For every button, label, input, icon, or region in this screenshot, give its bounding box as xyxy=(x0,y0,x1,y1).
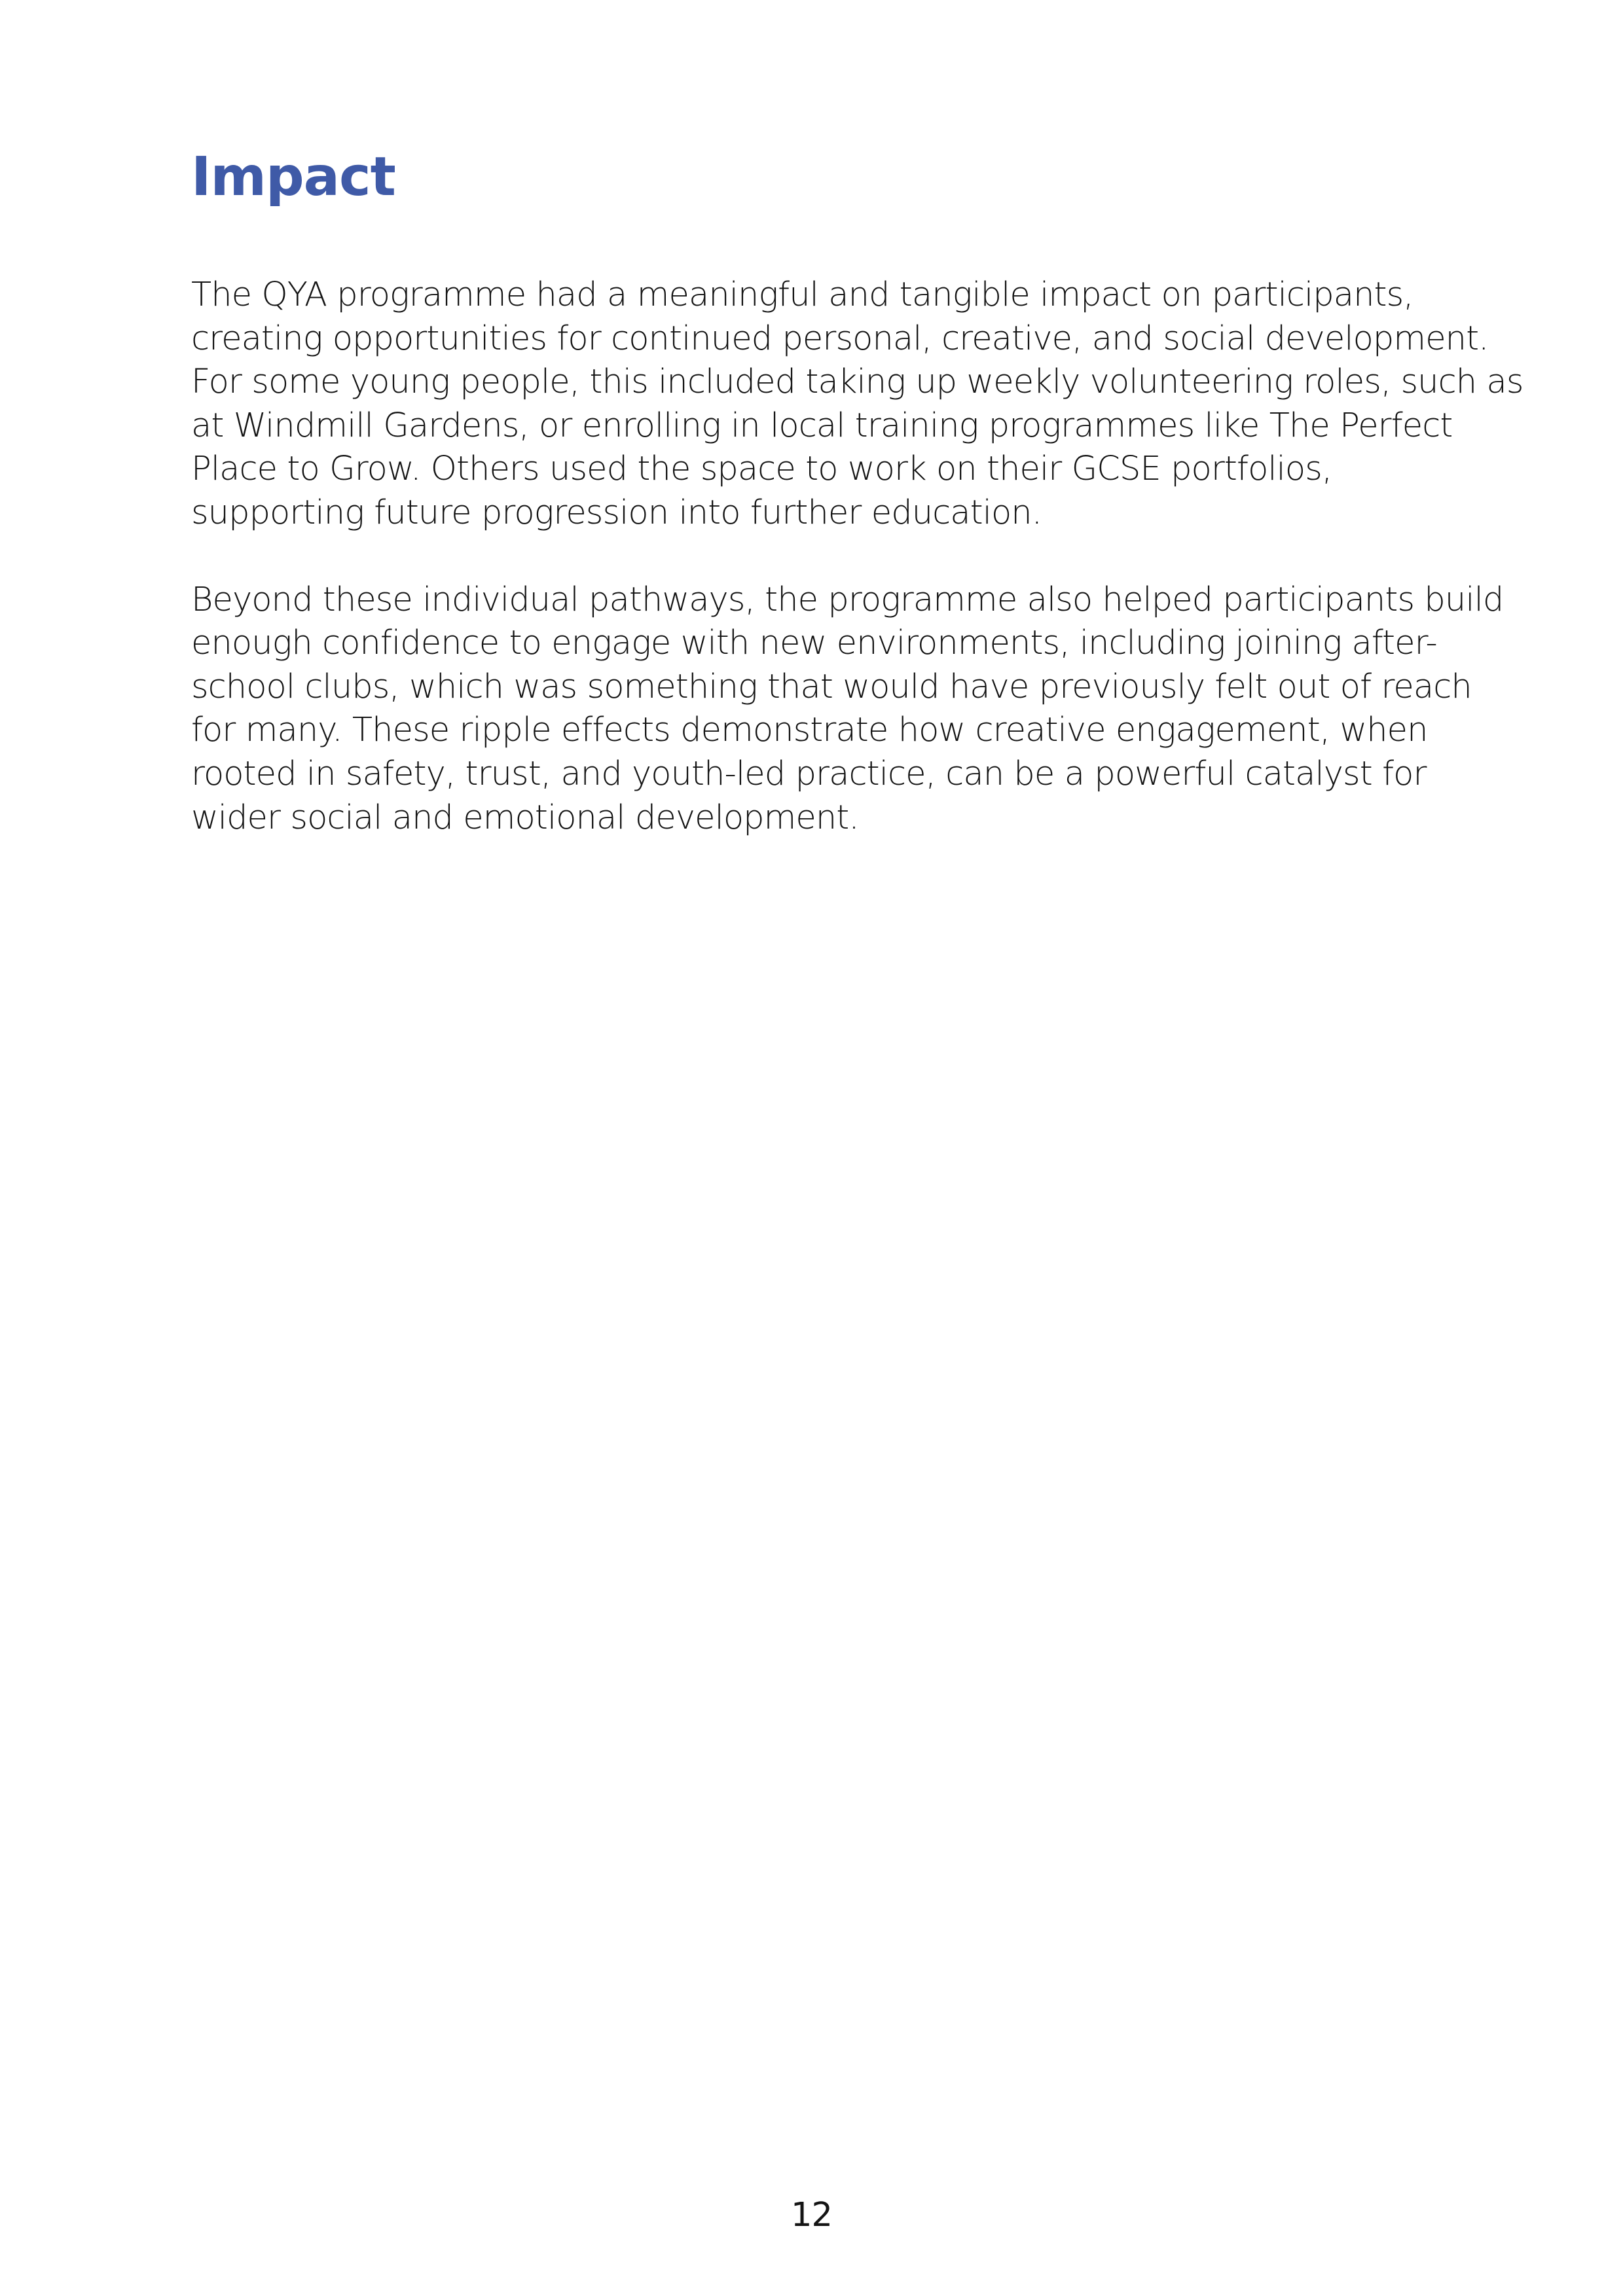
paragraph-line: rooted in safety, trust, and youth-led practice, can be a powerful catalyst for xyxy=(191,754,1427,793)
paragraph-1 xyxy=(191,274,1523,535)
paragraph-line: supporting future progression into further education. xyxy=(191,493,1042,532)
paragraph-line: Place to Grow. Others used the space to work on their GCSE portfolios, xyxy=(191,450,1332,489)
paragraph-line: For some young people, this included taking up weekly volunteering roles, such as xyxy=(191,363,1523,402)
paragraph-line: Beyond these individual pathways, the programme also helped participants build xyxy=(191,580,1504,619)
paragraph-2 xyxy=(191,579,1504,840)
paragraph-line: for many. These ripple effects demonstrate how creative engagement, when xyxy=(191,711,1428,750)
paragraph-line: school clubs, which was something that would have previously felt out of reach xyxy=(191,667,1472,706)
body-text xyxy=(191,274,1523,883)
paragraph-line: creating opportunities for continued personal, creative, and social development. xyxy=(191,319,1489,358)
paragraph-line: The QYA programme had a meaningful and tangible impact on participants, xyxy=(191,276,1413,314)
paragraph-line: at Windmill Gardens, or enrolling in local training programmes like The Perfect xyxy=(191,406,1453,445)
paragraph-line: enough confidence to engage with new environments, including joining after- xyxy=(191,624,1437,663)
page-number: 12 xyxy=(791,2196,832,2234)
paragraph-line: wider social and emotional development. xyxy=(191,798,859,837)
section-heading: Impact xyxy=(191,146,395,208)
